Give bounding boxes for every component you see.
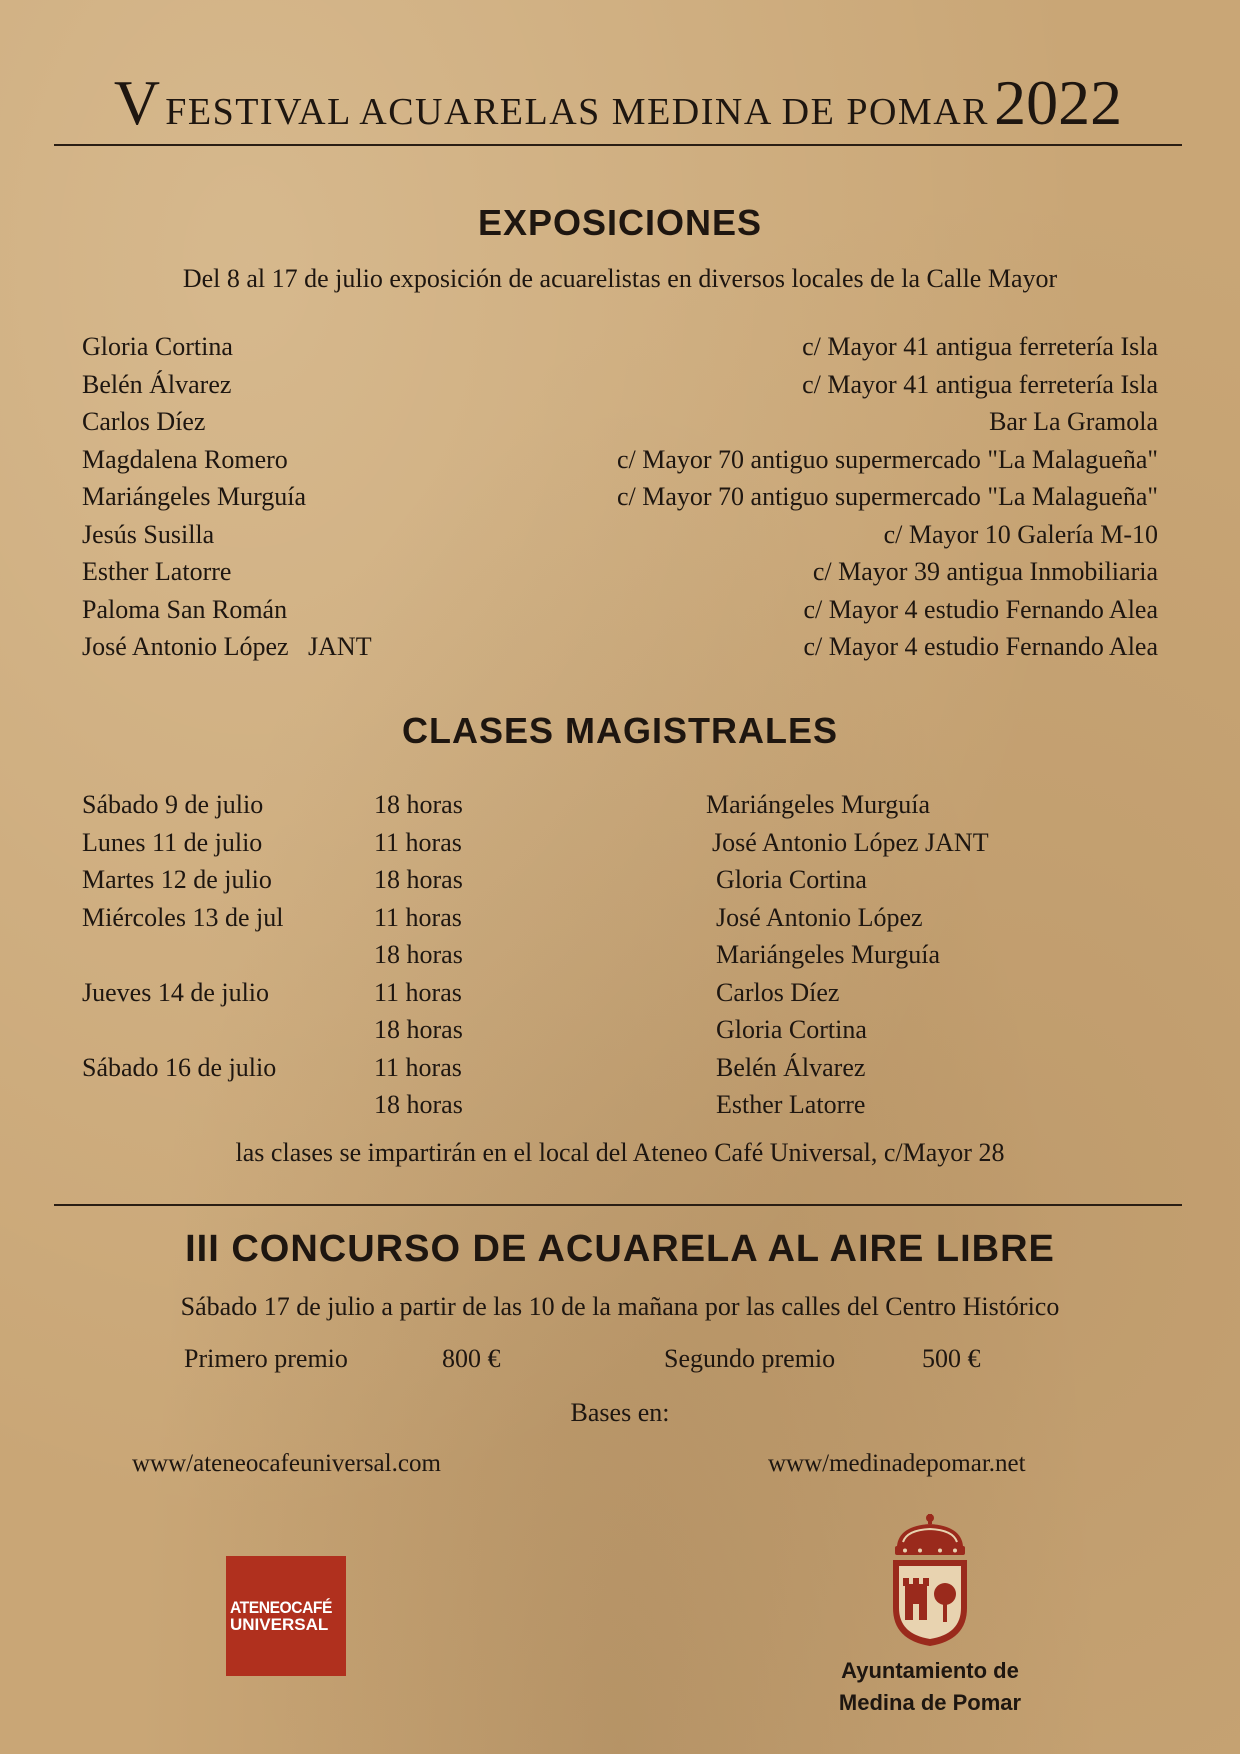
classes-schedule xyxy=(82,786,1082,1124)
exhibitors-list xyxy=(82,328,1158,666)
exposiciones-title: EXPOSICIONES xyxy=(477,202,763,243)
class-teacher: Esther Latorre xyxy=(716,1090,866,1119)
header-title: FESTIVAL ACUARELAS MEDINA DE POMAR xyxy=(165,91,989,133)
list-item xyxy=(82,591,1158,629)
artist-name: Jesús Susilla xyxy=(82,519,215,549)
table-row xyxy=(82,824,1082,862)
venue: c/ Mayor 41 antigua ferretería Isla xyxy=(802,369,1158,399)
class-hour: 18 horas xyxy=(374,1015,463,1044)
artist-name: José Antonio López JANT xyxy=(82,632,372,661)
class-teacher: Gloria Cortina xyxy=(716,865,867,894)
artist-name: Carlos Díez xyxy=(82,407,206,436)
exposiciones-intro: Del 8 al 17 de julio exposición de acuarelistas en diversos locales de la Calle Mayor xyxy=(182,264,1058,293)
list-item xyxy=(82,328,1158,366)
header-year: 2022 xyxy=(994,67,1123,138)
venue: Bar La Gramola xyxy=(989,407,1158,436)
class-day: Sábado 9 de julio xyxy=(82,790,264,819)
artist-name: Mariángeles Murguía xyxy=(82,482,307,511)
class-teacher: Mariángeles Murguía xyxy=(706,790,931,819)
class-hour: 11 horas xyxy=(374,827,462,857)
ayuntamiento-line1: Ayuntamiento de xyxy=(841,1658,1019,1683)
section-divider xyxy=(54,1204,1182,1206)
table-row xyxy=(82,899,1082,937)
class-day: Jueves 14 de julio xyxy=(82,977,270,1007)
list-item xyxy=(82,403,1158,441)
second-prize-label: Segundo premio xyxy=(664,1344,836,1373)
class-teacher: Gloria Cortina xyxy=(716,1015,867,1044)
venue: c/ Mayor 10 Galería M-10 xyxy=(883,519,1158,549)
class-hour: 18 horas xyxy=(374,790,463,819)
class-hour: 18 horas xyxy=(374,940,463,969)
class-teacher: Belén Álvarez xyxy=(716,1052,866,1082)
bases-label: Bases en: xyxy=(570,1398,670,1427)
list-item xyxy=(82,478,1158,516)
class-hour: 11 horas xyxy=(374,977,462,1007)
class-teacher: Mariángeles Murguía xyxy=(716,940,941,969)
ayuntamiento-link[interactable]: www/medinadepomar.net xyxy=(768,1450,1026,1477)
table-row xyxy=(82,1049,1082,1087)
coat-of-arms-icon xyxy=(885,1512,975,1648)
class-teacher: José Antonio López JANT xyxy=(712,827,989,857)
artist-name: Belén Álvarez xyxy=(82,369,232,399)
class-day: Sábado 16 de julio xyxy=(82,1052,277,1082)
venue: c/ Mayor 39 antigua Inmobiliaria xyxy=(812,557,1158,586)
class-day: Martes 12 de julio xyxy=(82,865,272,894)
festival-header xyxy=(54,62,1182,146)
artist-name: Paloma San Román xyxy=(82,594,288,624)
artist-name: Gloria Cortina xyxy=(82,332,233,361)
class-day: Miércoles 13 de jul xyxy=(82,902,284,932)
venue: c/ Mayor 4 estudio Fernando Alea xyxy=(803,632,1158,661)
venue: c/ Mayor 41 antigua ferretería Isla xyxy=(802,332,1158,361)
concurso-date: Sábado 17 de julio a partir de las 10 de la mañana por las calles del Centro Histórico xyxy=(180,1292,1060,1321)
artist-name: Esther Latorre xyxy=(82,557,232,586)
ayuntamiento-line2: Medina de Pomar xyxy=(838,1690,1022,1715)
class-hour: 11 horas xyxy=(374,902,462,932)
list-item xyxy=(82,516,1158,554)
list-item xyxy=(82,366,1158,404)
venue: c/ Mayor 70 antiguo supermercado "La Malagueña" xyxy=(616,444,1158,474)
class-teacher: José Antonio López xyxy=(716,902,923,932)
ateneo-link[interactable]: www/ateneocafeuniversal.com xyxy=(132,1450,441,1477)
venue: c/ Mayor 70 antiguo supermercado "La Malagueña" xyxy=(616,482,1158,511)
header-numeral: V xyxy=(113,67,161,138)
venue: c/ Mayor 4 estudio Fernando Alea xyxy=(803,594,1158,624)
table-row xyxy=(82,861,1082,899)
list-item xyxy=(82,553,1158,591)
table-row xyxy=(82,1086,1082,1124)
table-row xyxy=(82,936,1082,974)
clases-title: CLASES MAGISTRALES xyxy=(401,710,839,751)
ateneo-cafe-logo xyxy=(226,1556,346,1676)
class-hour: 18 horas xyxy=(374,1090,463,1119)
table-row xyxy=(82,786,1082,824)
second-prize-amount: 500 € xyxy=(922,1344,981,1373)
ateneo-logo-line1: ATENEOCAFÉ xyxy=(230,1598,332,1617)
table-row xyxy=(82,974,1082,1012)
first-prize-amount: 800 € xyxy=(442,1344,501,1373)
list-item xyxy=(82,441,1158,479)
ateneo-logo-line2: UNIVERSAL xyxy=(230,1615,329,1634)
ayuntamiento-logo-text xyxy=(780,1655,1080,1719)
table-row xyxy=(82,1011,1082,1049)
class-teacher: Carlos Díez xyxy=(716,977,840,1007)
class-hour: 18 horas xyxy=(374,865,463,894)
concurso-title: III CONCURSO DE ACUARELA AL AIRE LIBRE xyxy=(185,1228,1055,1270)
class-day: Lunes 11 de julio xyxy=(82,827,263,857)
artist-name: Magdalena Romero xyxy=(82,444,288,474)
list-item xyxy=(82,628,1158,666)
clases-note: las clases se impartirán en el local del Ateneo Café Universal, c/Mayor 28 xyxy=(235,1138,1005,1167)
class-hour: 11 horas xyxy=(374,1052,462,1082)
first-prize-label: Primero premio xyxy=(184,1344,348,1373)
